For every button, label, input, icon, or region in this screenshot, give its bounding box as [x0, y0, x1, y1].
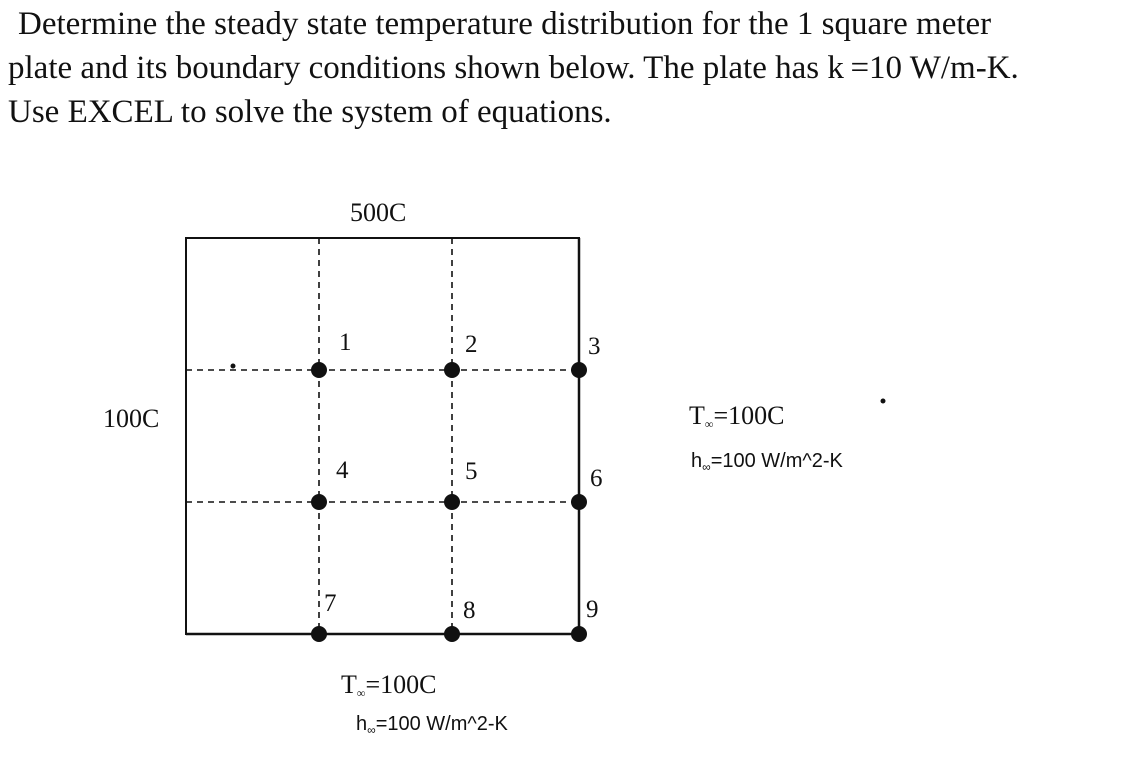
h-symbol: h [691, 450, 703, 472]
node-9 [571, 626, 587, 642]
node-8 [444, 626, 460, 642]
t-symbol: T [689, 401, 705, 430]
scan-speck [881, 399, 886, 404]
node-label-8: 8 [463, 597, 476, 624]
t-symbol: T [341, 670, 357, 699]
node-label-2: 2 [465, 331, 478, 358]
plate-outline [186, 238, 579, 634]
left-boundary-temperature: 100C [103, 404, 160, 433]
node-label-4: 4 [336, 457, 349, 484]
bottom-boundary-convection-coefficient [356, 713, 508, 736]
right-boundary-ambient-temperature [689, 401, 784, 431]
problem-line-1: Determine the steady state temperature distribution for the 1 square meter [18, 6, 992, 42]
node-5 [444, 494, 460, 510]
t-value: =100C [713, 401, 785, 430]
node-2 [444, 362, 460, 378]
h-symbol: h [356, 713, 368, 735]
infinity-subscript: ∞ [356, 686, 366, 700]
node-6 [571, 494, 587, 510]
node-label-6: 6 [590, 465, 603, 492]
scan-speck [231, 364, 236, 369]
node-label-1: 1 [339, 329, 352, 356]
node-1 [311, 362, 327, 378]
problem-line-3: Use EXCEL to solve the system of equations. [8, 94, 612, 130]
node-label-9: 9 [586, 596, 599, 623]
h-value: =100 W/m^2-K [375, 713, 508, 735]
h-value: =100 W/m^2-K [710, 450, 843, 472]
right-boundary-convection-coefficient [691, 450, 843, 473]
node-label-3: 3 [588, 333, 601, 360]
bottom-boundary-ambient-temperature [341, 670, 436, 700]
node-3 [571, 362, 587, 378]
top-boundary-temperature: 500C [350, 198, 407, 227]
node-7 [311, 626, 327, 642]
node-4 [311, 494, 327, 510]
t-value: =100C [365, 670, 437, 699]
problem-line-2: plate and its boundary conditions shown below. The plate has k =10 W/m-K. [8, 50, 1019, 86]
node-label-7: 7 [324, 590, 337, 617]
node-label-5: 5 [465, 458, 478, 485]
infinity-subscript: ∞ [704, 417, 714, 431]
infinity-subscript: ∞ [702, 460, 711, 474]
infinity-subscript: ∞ [367, 723, 376, 737]
